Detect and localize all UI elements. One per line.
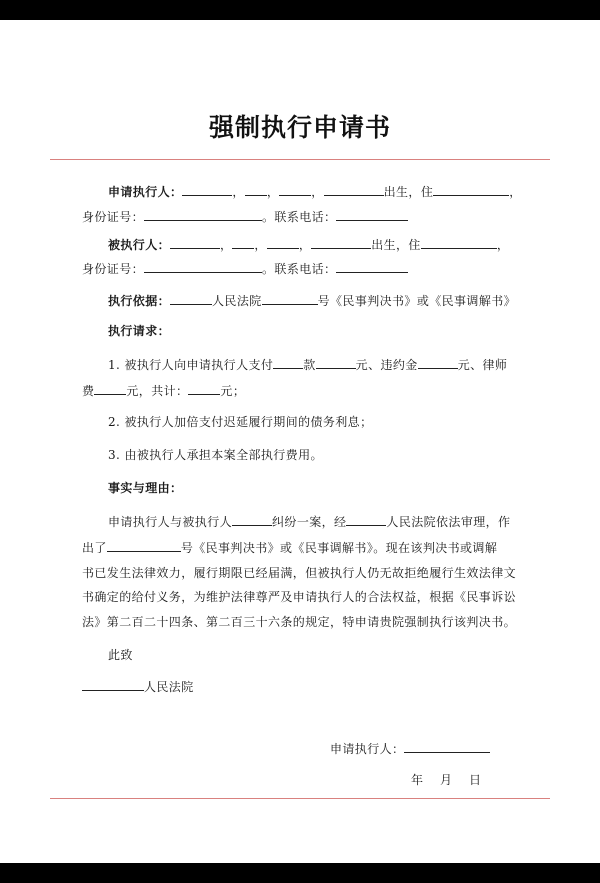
applicant-id-blank[interactable] (144, 208, 262, 221)
facts-text-4: 出了 (82, 541, 107, 555)
respondent-birth-text: 出生，住 (371, 238, 421, 252)
facts-text-3: 人民法院依法审理，作 (386, 515, 511, 529)
request-1-text-2: 元、违约金 (355, 358, 418, 372)
court-line (82, 678, 194, 695)
requests-label: 执行请求： (108, 324, 171, 338)
request-1-text-5: 元，共计： (126, 384, 189, 398)
request-1-prefix: 1. 被执行人向申请执行人支付 (108, 358, 274, 372)
request-item-2: 2. 被执行人加倍支付迟延履行期间的债务利息； (108, 415, 373, 429)
facts-case-number-blank[interactable] (107, 539, 181, 552)
applicant-address-blank[interactable] (433, 183, 509, 196)
facts-dispute-blank[interactable] (232, 513, 272, 526)
court-name-blank[interactable] (82, 678, 144, 691)
request-1-type-blank[interactable] (273, 356, 303, 369)
facts-text-1: 申请执行人与被执行人 (108, 515, 233, 529)
respondent-birthdate-blank[interactable] (311, 236, 371, 249)
facts-label: 事实与理由： (108, 481, 183, 495)
basis-line (108, 292, 516, 309)
respondent-ethnicity-blank[interactable] (267, 236, 299, 249)
facts-line-3: 书已发生法律效力，履行期限已经届满，但被执行人仍无故拒绝履行生效法律文 (82, 566, 517, 580)
respondent-phone-blank[interactable] (336, 260, 408, 273)
facts-text-5: 号《民事判决书》或《民事调解书》。现在该判决书或调解 (180, 541, 498, 555)
request-1-text-1: 款 (303, 358, 316, 372)
request-item-1-line-1 (108, 356, 507, 373)
respondent-address-blank[interactable] (421, 236, 497, 249)
facts-line-2 (82, 539, 497, 556)
applicant-phone-blank[interactable] (336, 208, 408, 221)
court-text: 人民法院 (144, 680, 194, 694)
date-line: 年 月 日 (411, 773, 482, 787)
request-item-3: 3. 由被执行人承担本案全部执行费用。 (108, 448, 323, 462)
request-1-text-6: 元； (220, 384, 246, 398)
respondent-gender-blank[interactable] (232, 236, 254, 249)
respondent-name-blank[interactable] (170, 236, 220, 249)
request-item-1-line-2 (82, 382, 245, 399)
applicant-gender-blank[interactable] (245, 183, 267, 196)
request-1-lawyer-fee-blank[interactable] (94, 382, 126, 395)
respondent-line-2 (82, 260, 408, 277)
document-title: 强制执行申请书 (208, 113, 391, 142)
basis-case-number-blank[interactable] (262, 292, 318, 305)
signature-blank[interactable] (404, 740, 490, 753)
facts-court-blank[interactable] (346, 513, 386, 526)
signature-line (330, 740, 490, 757)
respondent-phone-label: 。联系电话： (262, 262, 337, 276)
request-1-amount-blank[interactable] (316, 356, 356, 369)
respondent-id-blank[interactable] (144, 260, 262, 273)
top-divider (50, 159, 550, 160)
applicant-line-2 (82, 208, 408, 225)
facts-text-2: 纠纷一案，经 (272, 515, 347, 529)
applicant-id-label: 身份证号： (82, 210, 145, 224)
applicant-ethnicity-blank[interactable] (279, 183, 311, 196)
basis-doc-text: 号《民事判决书》或《民事调解书》 (317, 294, 517, 308)
basis-label: 执行依据： (108, 294, 171, 308)
applicant-birth-text: 出生，住 (383, 185, 434, 199)
basis-court-blank[interactable] (170, 292, 212, 305)
respondent-line-1: 被执行人： ， ， ， 出生，住 ， (108, 238, 510, 252)
applicant-phone-label: 。联系电话： (262, 210, 337, 224)
respondent-label: 被执行人： (108, 238, 171, 252)
applicant-line-1: 申请执行人： ， ， ， 出生，住 ， (108, 185, 522, 199)
applicant-name-blank[interactable] (182, 183, 232, 196)
bottom-divider (50, 798, 550, 799)
signature-label: 申请执行人： (330, 742, 405, 756)
facts-line-1 (108, 513, 510, 530)
applicant-birthdate-blank[interactable] (324, 183, 384, 196)
salutation: 此致 (108, 648, 133, 662)
request-1-text-4: 费 (82, 384, 95, 398)
applicant-label: 申请执行人： (108, 185, 183, 199)
facts-line-4: 书确定的给付义务，为维护法律尊严及申请执行人的合法权益，根据《民事诉讼 (82, 590, 517, 604)
request-1-text-3: 元、律师 (457, 358, 508, 372)
request-1-total-blank[interactable] (188, 382, 220, 395)
document-page (0, 20, 600, 863)
respondent-id-label: 身份证号： (82, 262, 145, 276)
request-1-penalty-blank[interactable] (418, 356, 458, 369)
basis-court-text: 人民法院 (212, 294, 262, 308)
facts-line-5: 法》第二百二十四条、第二百三十六条的规定，特申请贵院强制执行该判决书。 (82, 615, 517, 629)
